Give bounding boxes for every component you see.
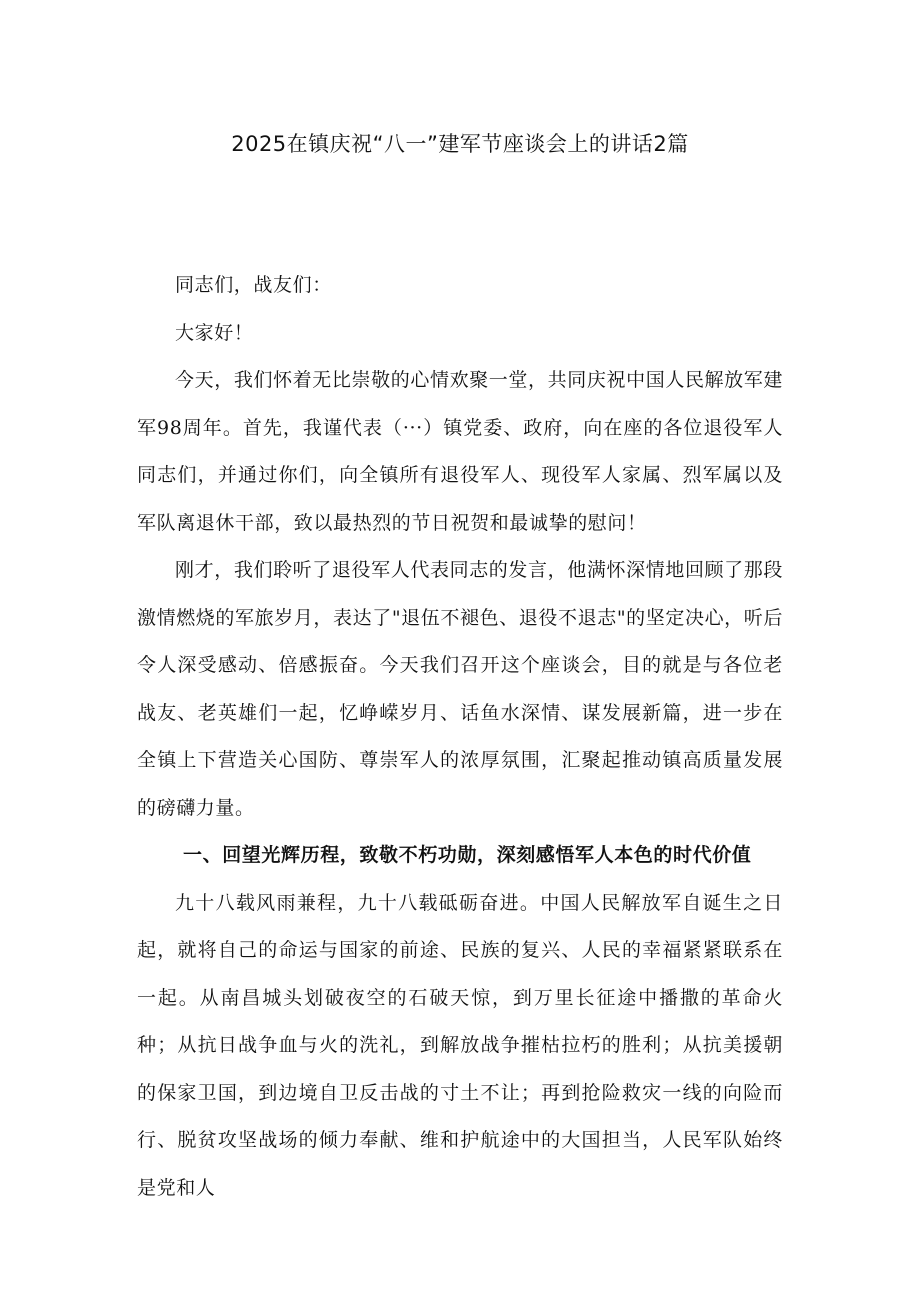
document-body — [137, 262, 783, 1212]
greeting: 大家好！ — [175, 321, 254, 344]
body-paragraph: 九十八载风雨兼程，九十八载砥砺奋进。中国人民解放军自诞生之日起，就将自己的命运与国家的前途、民族的复兴、人民的幸福紧紧联系在一起。从南昌城头划破夜空的石破天惊，到万里长征途中播撒的革命火种；从抗日战争血与火的洗礼，到解放战争摧枯拉朽的胜利；从抗美援朝的保家卫国，到边境自卫反击战的寸土不让；再到抢险救灾一线的向险而行、脱贫攻坚战场的倾力奉献、维和护航途中的大国担当，人民军队始终是党和人 — [137, 891, 783, 1199]
body-paragraph: 刚才，我们聆听了退役军人代表同志的发言，他满怀深情地回顾了那段激情燃烧的军旅岁月，表达了"退伍不褪色、退役不退志"的坚定决心，听后令人深受感动、倍感振奋。今天我们召开这个座谈会，目的就是与各位老战友、老英雄们一起，忆峥嵘岁月、话鱼水深情、谋发展新篇，进一步在全镇上下营造关心国防、尊崇军人的浓厚氛围，汇聚起推动镇高质量发展的磅礴力量。 — [137, 559, 783, 819]
salutation: 同志们，战友们： — [175, 274, 332, 296]
document-title: 2025在镇庆祝“八一”建军节座谈会上的讲话2篇 — [231, 132, 689, 156]
body-paragraph: 今天，我们怀着无比崇敬的心情欢聚一堂，共同庆祝中国人民解放军建军98周年。首先，我谨代表（···）镇党委、政府，向在座的各位退役军人同志们，并通过你们，向全镇所有退役军人、现役军人家属、烈军属以及军队离退休干部，致以最热烈的节日祝贺和最诚挚的慰问！ — [137, 369, 784, 534]
section-heading: 一、回望光辉历程，致敬不朽功勋，深刻感悟军人本色的时代价值 — [183, 844, 752, 866]
